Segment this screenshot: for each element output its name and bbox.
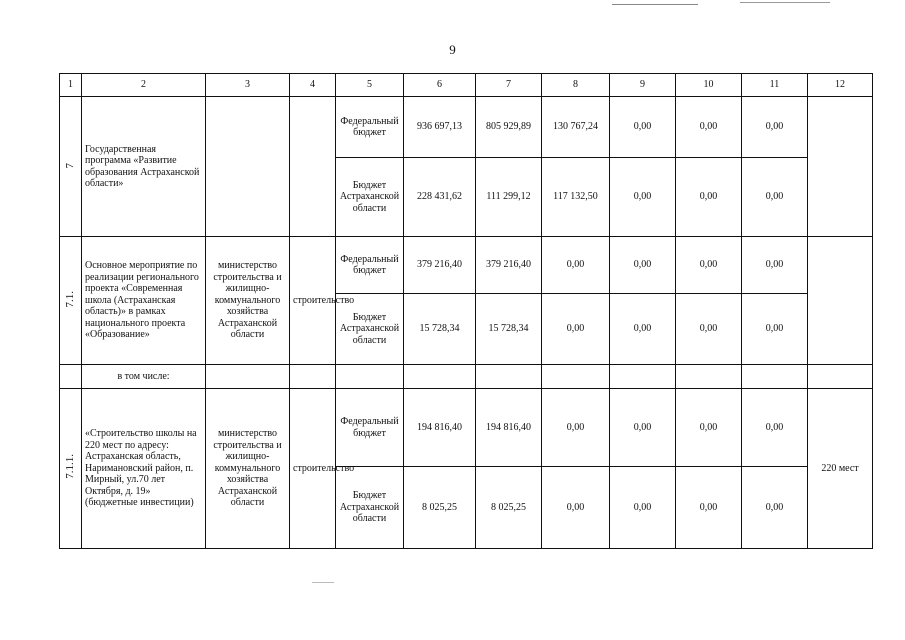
amount-year: 0,00 xyxy=(742,389,808,467)
table-row xyxy=(60,389,873,467)
amount-year: 15 728,34 xyxy=(476,294,542,365)
work-type xyxy=(290,97,336,237)
amount-year: 0,00 xyxy=(610,294,676,365)
budget-table xyxy=(59,73,873,549)
funding-source: Федеральный бюджет xyxy=(336,237,404,294)
table-row xyxy=(60,365,873,389)
amount-year: 0,00 xyxy=(742,237,808,294)
result-cell: 220 мест xyxy=(808,389,873,549)
amount-total: 936 697,13 xyxy=(404,97,476,158)
amount-year: 0,00 xyxy=(742,467,808,549)
funding-source: Бюджет Астраханской области xyxy=(336,158,404,237)
amount-year: 0,00 xyxy=(676,294,742,365)
amount-total: 15 728,34 xyxy=(404,294,476,365)
amount-year: 0,00 xyxy=(676,389,742,467)
row-number-cell xyxy=(60,389,82,549)
amount-year: 0,00 xyxy=(676,467,742,549)
amount-year: 0,00 xyxy=(610,389,676,467)
item-name: Государственная программа «Развитие образования Астраханской области» xyxy=(82,97,206,237)
empty-cell xyxy=(206,365,290,389)
amount-year: 117 132,50 xyxy=(542,158,610,237)
work-type: строительство xyxy=(290,237,336,365)
col-header: 10 xyxy=(676,74,742,97)
col-header: 4 xyxy=(290,74,336,97)
amount-year: 0,00 xyxy=(542,294,610,365)
amount-total: 194 816,40 xyxy=(404,389,476,467)
row-number: 7 xyxy=(64,163,77,169)
amount-year: 0,00 xyxy=(542,237,610,294)
including-label: в том числе: xyxy=(82,365,206,389)
amount-year: 0,00 xyxy=(742,97,808,158)
amount-year: 111 299,12 xyxy=(476,158,542,237)
row-number-cell xyxy=(60,237,82,365)
empty-cell xyxy=(676,365,742,389)
row-number: 7.1. xyxy=(64,290,77,307)
work-type: строительство xyxy=(290,389,336,549)
col-header: 3 xyxy=(206,74,290,97)
funding-source: Федеральный бюджет xyxy=(336,97,404,158)
table-row xyxy=(60,237,873,294)
amount-year: 194 816,40 xyxy=(476,389,542,467)
empty-cell xyxy=(542,365,610,389)
result-cell xyxy=(808,237,873,365)
amount-year: 0,00 xyxy=(542,389,610,467)
col-header: 6 xyxy=(404,74,476,97)
empty-cell xyxy=(476,365,542,389)
amount-year: 0,00 xyxy=(610,467,676,549)
empty-cell xyxy=(336,365,404,389)
amount-year: 0,00 xyxy=(676,158,742,237)
amount-total: 379 216,40 xyxy=(404,237,476,294)
amount-year: 0,00 xyxy=(676,97,742,158)
amount-year: 0,00 xyxy=(610,237,676,294)
funding-source: Бюджет Астраханской области xyxy=(336,294,404,365)
funding-source: Бюджет Астраханской области xyxy=(336,467,404,549)
result-cell xyxy=(808,97,873,237)
page-number: 9 xyxy=(449,42,456,57)
amount-year: 379 216,40 xyxy=(476,237,542,294)
footer-mark xyxy=(312,582,334,583)
amount-year: 0,00 xyxy=(742,158,808,237)
amount-total: 228 431,62 xyxy=(404,158,476,237)
col-header: 7 xyxy=(476,74,542,97)
empty-cell xyxy=(60,365,82,389)
amount-year: 0,00 xyxy=(610,158,676,237)
col-header: 12 xyxy=(808,74,873,97)
amount-total: 8 025,25 xyxy=(404,467,476,549)
row-number-cell xyxy=(60,97,82,237)
empty-cell xyxy=(610,365,676,389)
amount-year: 805 929,89 xyxy=(476,97,542,158)
header-row xyxy=(60,74,873,97)
amount-year: 130 767,24 xyxy=(542,97,610,158)
empty-cell xyxy=(290,365,336,389)
empty-cell xyxy=(404,365,476,389)
col-header: 5 xyxy=(336,74,404,97)
empty-cell xyxy=(808,365,873,389)
top-rule xyxy=(612,4,698,5)
top-rule-right xyxy=(740,2,830,3)
table-row xyxy=(60,97,873,158)
col-header: 1 xyxy=(60,74,82,97)
funding-source: Федеральный бюджет xyxy=(336,389,404,467)
col-header: 2 xyxy=(82,74,206,97)
amount-year: 0,00 xyxy=(610,97,676,158)
amount-year: 0,00 xyxy=(742,294,808,365)
amount-year: 0,00 xyxy=(676,237,742,294)
col-header: 8 xyxy=(542,74,610,97)
executor: министерство строительства и жилищно-коммунального хозяйства Астраханской области xyxy=(206,237,290,365)
row-number: 7.1.1. xyxy=(64,454,77,480)
executor xyxy=(206,97,290,237)
col-header: 9 xyxy=(610,74,676,97)
executor: министерство строительства и жилищно-коммунального хозяйства Астраханской области xyxy=(206,389,290,549)
amount-year: 0,00 xyxy=(542,467,610,549)
empty-cell xyxy=(742,365,808,389)
item-name: Основное мероприятие по реализации регионального проекта «Современная школа (Астраханская область)» в рамках национального проекта «Образование» xyxy=(82,237,206,365)
amount-year: 8 025,25 xyxy=(476,467,542,549)
col-header: 11 xyxy=(742,74,808,97)
item-name: «Строительство школы на 220 мест по адресу: Астраханская область, Наримановский район, п. Мирный, ул.70 лет Октября, д. 19» (бюджетные инвестиции) xyxy=(82,389,206,549)
